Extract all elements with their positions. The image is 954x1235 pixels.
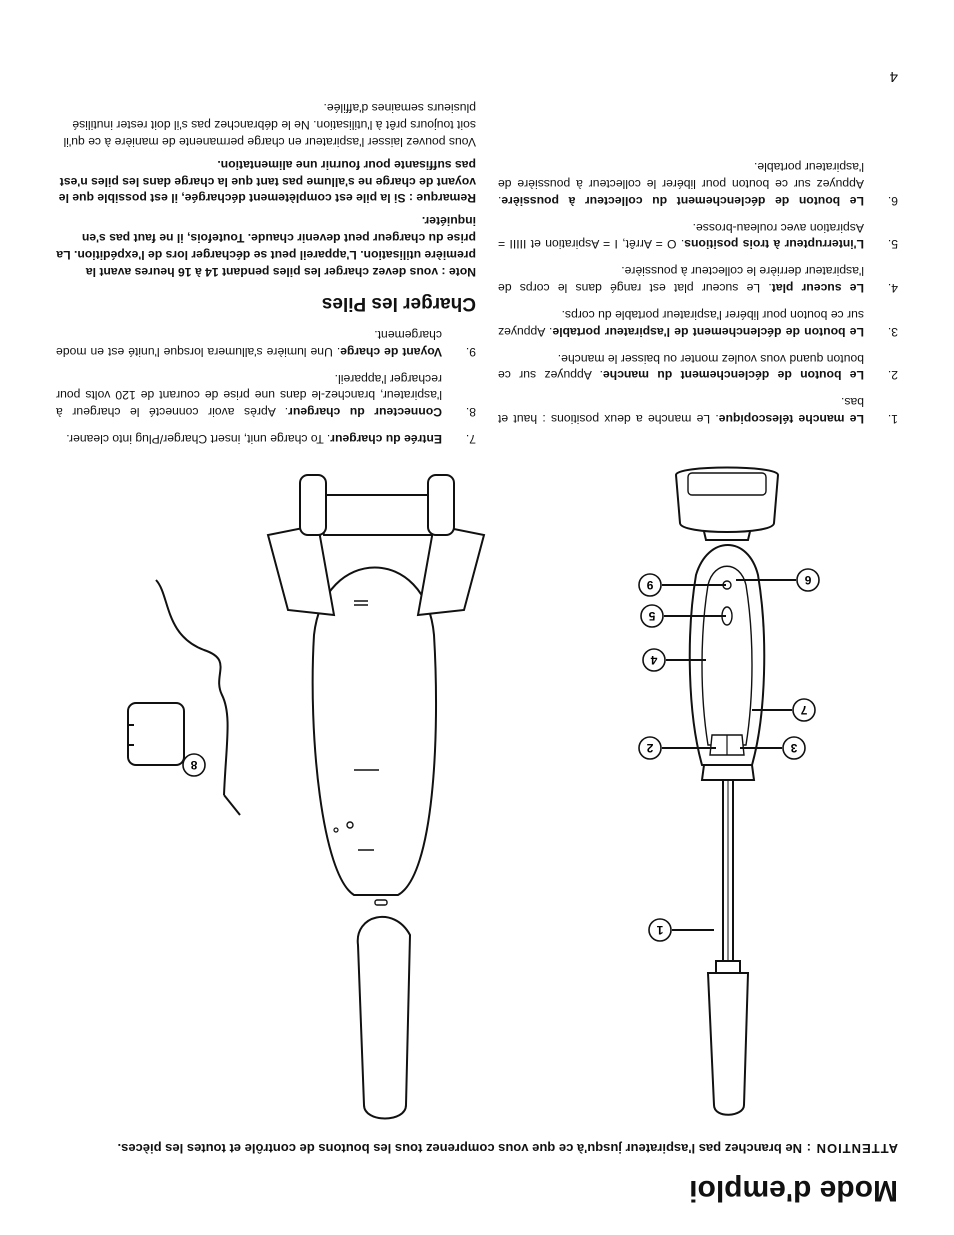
item-term: Le bouton de déclenchement de l'aspirateur portable — [552, 324, 864, 339]
page-title: Mode d'emploi — [689, 1174, 898, 1207]
item-description: . Appuyez sur ce bouton pour libérer l'aspirateur portable du corps. — [497, 307, 864, 339]
parts-list-right — [56, 100, 476, 447]
callout-label: 6 — [804, 573, 812, 587]
item-description: . Appuyez sur ce bouton pour libérer le collecteur à poussière de l'aspirateur portable. — [498, 160, 864, 208]
list-item — [56, 430, 476, 447]
item-text — [498, 262, 864, 296]
item-description: . Le manche a deux positions : haut et bas. — [498, 395, 864, 426]
item-number: 2. — [887, 368, 898, 383]
callout-badge-2 — [639, 737, 661, 759]
item-term: L'interrupteur à trois positions — [684, 237, 864, 252]
item-term: Le bouton de déclenchement du manche — [602, 368, 864, 383]
list-item — [498, 262, 898, 296]
callout-badge-7 — [793, 699, 815, 721]
item-description: . O = Arrêt, I = Aspiration et IIIII = Aspiration avec rouleau-brosse. — [498, 220, 864, 252]
item-description: . Une lumière s'allumera lorsque l'unité est en mode chargement. — [56, 327, 442, 359]
item-text — [56, 430, 442, 447]
callout-badge-5 — [641, 605, 663, 627]
callout-label: 1 — [656, 923, 664, 937]
callout-badge-3 — [783, 737, 805, 759]
item-text — [56, 370, 442, 420]
list-item — [498, 219, 898, 253]
page-number: 4 — [889, 68, 898, 85]
item-text — [498, 158, 864, 208]
list-item — [56, 370, 476, 420]
item-text — [498, 350, 864, 384]
attention-text: Ne branchez pas l'aspirateur jusqu'à ce que vous comprenez tous les boutons de contrôle et toutes les pièces. — [117, 1141, 806, 1156]
item-description: . Appuyez sur ce bouton quand vous voulez monter ou baisser le manche. — [498, 351, 864, 383]
callout-badge-9 — [639, 574, 661, 596]
list-item — [498, 393, 898, 427]
item-term: Entrée du chargeur — [330, 432, 442, 446]
list-item — [498, 158, 898, 208]
callout-label: 3 — [790, 741, 798, 755]
item-term: Connecteur du chargeur — [288, 405, 442, 420]
callout-badge-1 — [649, 919, 671, 941]
item-text — [498, 393, 864, 427]
list-item — [56, 326, 476, 360]
item-number: 5. — [887, 237, 898, 252]
callout-badge-8 — [183, 754, 205, 776]
callout-label: 7 — [800, 703, 808, 717]
item-number: 1. — [887, 412, 898, 426]
parts-list-left — [498, 148, 898, 427]
callout-label: 8 — [190, 758, 198, 772]
item-term: Le bouton de déclenchement du collecteur à poussière — [501, 193, 864, 208]
callout-badge-layer — [0, 455, 954, 1235]
item-description: . To charge unit, insert Charger/Plug into cleaner. — [66, 432, 331, 446]
list-item — [498, 306, 898, 340]
item-term: Le manche télescopique — [718, 412, 864, 426]
item-text — [498, 306, 864, 340]
item-text — [498, 219, 864, 253]
callout-label: 4 — [650, 653, 658, 667]
charging-remark: Remarque : Si la pile est complètement déchargée, il est possible que le voyant de charge ne s'allume pas tant que la charge dans les piles n'est pas suffisante pour fournir une alimentation. — [58, 157, 476, 206]
callout-badge-6 — [797, 569, 819, 591]
charging-final-text: Vous pouvez laisser l'aspirateur en charge permanente de manière à ce qu'il soit toujours prêt à l'utilisation. Ne le débranchez pas s'il doit rester inutilisé plusieurs semaines d'affilée. — [63, 101, 476, 150]
callout-label: 2 — [646, 741, 654, 755]
item-number: 7. — [465, 432, 476, 446]
attention-label: ATTENTION : — [805, 1141, 898, 1156]
callout-label: 9 — [646, 578, 654, 592]
item-number: 9. — [465, 344, 476, 359]
item-description: . Le suceur plat est rangé dans le corps de l'aspirateur derrière le collecteur à poussière. — [498, 264, 864, 296]
callout-badge-4 — [643, 649, 665, 671]
callout-label: 5 — [648, 609, 656, 623]
item-number: 8. — [465, 405, 476, 420]
charging-note: Note : vous devez charger les piles pendant 14 à 16 heures avant la première utilisation. L'appareil peut se décharger lors de l'expédition. La prise du chargeur peut devenir chaude. Toutefois, il ne faut pas s'en inquiéter. — [56, 214, 476, 279]
list-item — [498, 350, 898, 384]
item-text — [56, 326, 442, 360]
item-number: 6. — [887, 193, 898, 208]
item-term: Voyant de charge — [340, 344, 442, 359]
item-description: . Après avoir connecté le chargeur à l'aspirateur, branchez-le dans une prise de courant de 120 volts pour recharger l'appareil. — [56, 371, 442, 420]
charging-heading: Charger les Piles — [321, 293, 476, 315]
item-term: Le suceur plat — [771, 281, 864, 296]
item-number: 4. — [887, 281, 898, 296]
item-number: 3. — [887, 324, 898, 339]
